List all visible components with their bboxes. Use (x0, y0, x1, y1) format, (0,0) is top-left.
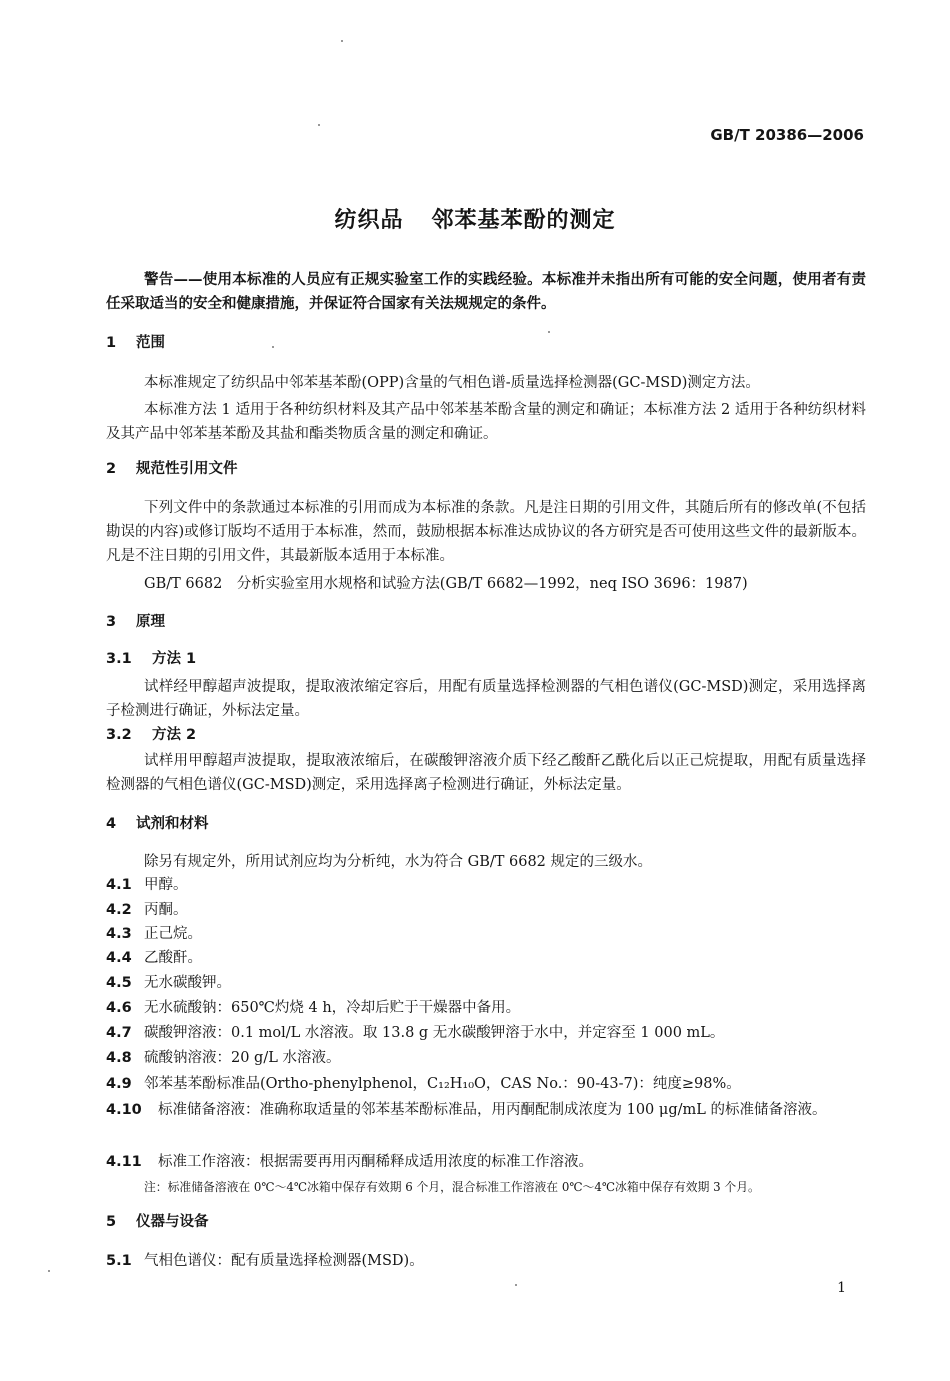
item-text: 丙酮。 (144, 902, 188, 918)
scan-speck (515, 1284, 517, 1286)
item-text: 无水碳酸钾。 (144, 975, 231, 991)
item-number: 4.8 (106, 1050, 132, 1066)
subsection-title: 方法 2 (152, 727, 197, 743)
list-item (106, 873, 866, 897)
item-text: 气相色谱仪：配有质量选择检测器(MSD)。 (144, 1253, 424, 1269)
scan-speck (318, 124, 320, 126)
item-text: 乙酸酐。 (144, 950, 202, 966)
title-part-1: 纺织品 (334, 208, 404, 233)
item-number: 4.1 (106, 877, 132, 893)
item-text: 标准工作溶液：根据需要再用丙酮稀释成适用浓度的标准工作溶液。 (158, 1154, 593, 1170)
item-number: 4.2 (106, 902, 132, 918)
list-item (106, 1098, 866, 1122)
list-item (106, 1046, 866, 1070)
scan-speck (48, 1270, 50, 1272)
list-item (106, 1072, 866, 1096)
item-number: 4.10 (106, 1102, 142, 1118)
subsection-number: 3.1 (106, 651, 132, 667)
item-text: 甲醇。 (144, 877, 188, 893)
item-text: 碳酸钾溶液：0.1 mol/L 水溶液。取 13.8 g 无水碳酸钾溶于水中，并定容至 1 000 mL。 (144, 1025, 725, 1041)
item-text: 正己烷。 (144, 926, 202, 942)
list-item (106, 1249, 866, 1273)
section-number: 4 (106, 816, 117, 832)
section-number: 5 (106, 1214, 117, 1230)
document-title (0, 203, 950, 234)
item-number: 4.11 (106, 1154, 142, 1170)
section-1-heading (106, 331, 165, 352)
item-text: 邻苯基苯酚标准品(Ortho-phenylphenol，C₁₂H₁₀O，CAS No.：90-43-7)：纯度≥98%。 (144, 1076, 741, 1092)
item-number: 4.5 (106, 975, 132, 991)
list-item (106, 898, 866, 922)
subsection-title: 方法 1 (152, 651, 197, 667)
section-4-heading (106, 812, 209, 833)
section-title: 范围 (136, 335, 165, 351)
item-number: 4.4 (106, 950, 132, 966)
list-item (106, 946, 866, 970)
section-3-heading (106, 610, 165, 631)
list-item (106, 996, 866, 1020)
item-text: 标准储备溶液：准确称取适量的邻苯基苯酚标准品，用丙酮配制成浓度为 100 μg/mL 的标准储备溶液。 (158, 1102, 827, 1118)
item-number: 5.1 (106, 1253, 132, 1269)
note: 注：标准储备溶液在 0℃～4℃冰箱中保存有效期 6 个月，混合标准工作溶液在 0℃～4℃冰箱中保存有效期 3 个月。 (144, 1180, 760, 1194)
item-text: 无水硫酸钠：650℃灼烧 4 h，冷却后贮于干燥器中备用。 (144, 1000, 521, 1016)
section-4-intro: 除另有规定外，所用试剂应均为分析纯，水为符合 GB/T 6682 规定的三级水。 (144, 854, 653, 870)
standard-code: GB/T 20386—2006 (710, 126, 864, 144)
section-2-reference: GB/T 6682 分析实验室用水规格和试验方法(GB/T 6682—1992，neq ISO 3696：1987) (144, 576, 748, 592)
section-3-2-heading (106, 723, 196, 744)
item-number: 4.3 (106, 926, 132, 942)
scan-speck (548, 331, 550, 333)
section-5-heading (106, 1210, 209, 1231)
item-number: 4.7 (106, 1025, 132, 1041)
section-3-1-heading (106, 647, 196, 668)
section-title: 试剂和材料 (136, 816, 209, 832)
list-item (106, 922, 866, 946)
list-item (106, 971, 866, 995)
section-3-2-text: 试样用甲醇超声波提取，提取液浓缩后，在碳酸钾溶液介质下经乙酸酐乙酰化后以正己烷提取，用配有质量选择检测器的气相色谱仪(GC-MSD)测定，采用选择离子检测进行确证，外标法定量。 (106, 753, 866, 793)
item-text: 硫酸钠溶液：20 g/L 水溶液。 (144, 1050, 341, 1066)
section-2-heading (106, 457, 238, 478)
section-title: 仪器与设备 (136, 1214, 209, 1230)
section-2-paragraph: 下列文件中的条款通过本标准的引用而成为本标准的条款。凡是注日期的引用文件，其随后所有的修改单(不包括勘误的内容)或修订版均不适用于本标准，然而，鼓励根据本标准达成协议的各方研究是否可使用这些文件的最新版本。凡是不注日期的引用文件，其最新版本适用于本标准。 (106, 500, 866, 564)
scan-speck (272, 346, 274, 348)
title-part-2: 邻苯基苯酚的测定 (431, 208, 616, 233)
list-item (106, 1150, 866, 1174)
scan-speck (341, 40, 343, 42)
section-number: 1 (106, 335, 117, 351)
item-number: 4.9 (106, 1076, 132, 1092)
section-number: 3 (106, 614, 117, 630)
page-number: 1 (837, 1280, 846, 1296)
item-number: 4.6 (106, 1000, 132, 1016)
section-title: 规范性引用文件 (136, 461, 238, 477)
section-title: 原理 (136, 614, 165, 630)
list-item (106, 1021, 866, 1045)
subsection-number: 3.2 (106, 727, 132, 743)
section-1-paragraph-1: 本标准规定了纺织品中邻苯基苯酚(OPP)含量的气相色谱-质量选择检测器(GC-MSD)测定方法。 (144, 375, 760, 391)
section-number: 2 (106, 461, 117, 477)
warning-paragraph: 警告——使用本标准的人员应有正规实验室工作的实践经验。本标准并未指出所有可能的安全问题，使用者有责任采取适当的安全和健康措施，并保证符合国家有关法规规定的条件。 (106, 272, 866, 312)
section-3-1-text: 试样经甲醇超声波提取，提取液浓缩定容后，用配有质量选择检测器的气相色谱仪(GC-MSD)测定，采用选择离子检测进行确证，外标法定量。 (106, 679, 866, 719)
section-1-paragraph-2: 本标准方法 1 适用于各种纺织材料及其产品中邻苯基苯酚含量的测定和确证；本标准方法 2 适用于各种纺织材料及其产品中邻苯基苯酚及其盐和酯类物质含量的测定和确证。 (106, 402, 866, 442)
